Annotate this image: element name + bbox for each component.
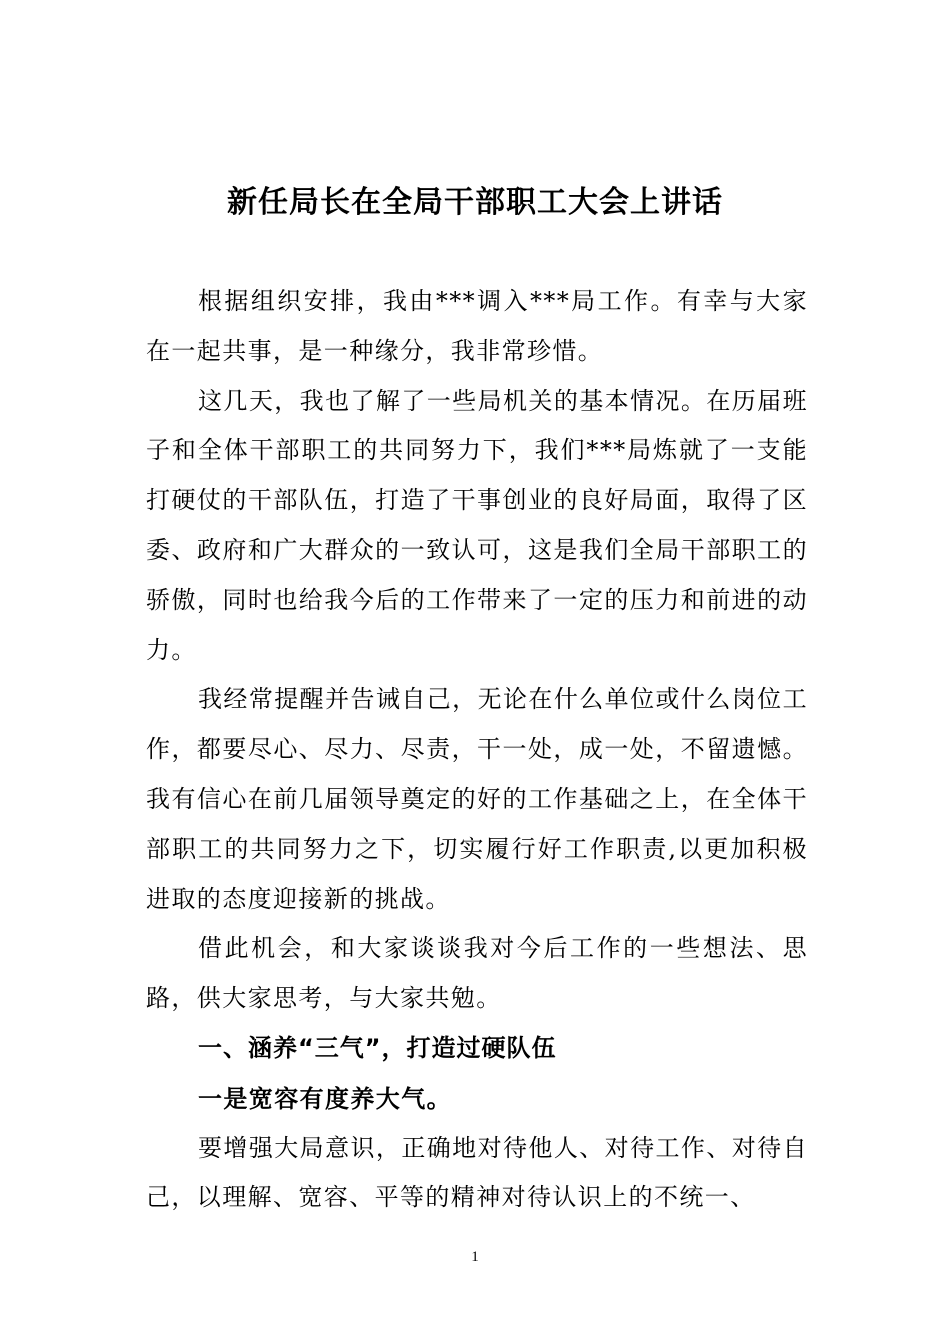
body-paragraph: 我经常提醒并告诫自己，无论在什么单位或什么岗位工作，都要尽心、尽力、尽责，干一处，成一处，不留遗憾。我有信心在前几届领导奠定的好的工作基础之上，在全体干部职工的共同努力之下，切实履行好工作职责,以更加积极进取的态度迎接新的挑战。 — [146, 685, 808, 913]
body-paragraph: 根据组织安排，我由***调入***局工作。有幸与大家在一起共事，是一种缘分，我非常珍惜。 — [146, 287, 808, 365]
sub-heading: 一是宽容有度养大气。 — [198, 1083, 452, 1113]
section-heading: 一、涵养“三气”，打造过硬队伍 — [198, 1033, 557, 1062]
document-title: 新任局长在全局干部职工大会上讲话 — [227, 185, 723, 220]
document-body — [146, 277, 808, 1223]
body-paragraph: 要增强大局意识，正确地对待他人、对待工作、对待自己，以理解、宽容、平等的精神对待认识上的不统一、 — [146, 1133, 808, 1212]
page-number: 1 — [471, 1249, 479, 1265]
body-paragraph: 借此机会，和大家谈谈我对今后工作的一些想法、思路，供大家思考，与大家共勉。 — [146, 934, 808, 1013]
body-paragraph: 这几天，我也了解了一些局机关的基本情况。在历届班子和全体干部职工的共同努力下，我们***局炼就了一支能打硬仗的干部队伍，打造了干事创业的良好局面，取得了区委、政府和广大群众的一致认可，这是我们全局干部职工的骄傲，同时也给我今后的工作带来了一定的压力和前进的动力。 — [146, 386, 808, 664]
